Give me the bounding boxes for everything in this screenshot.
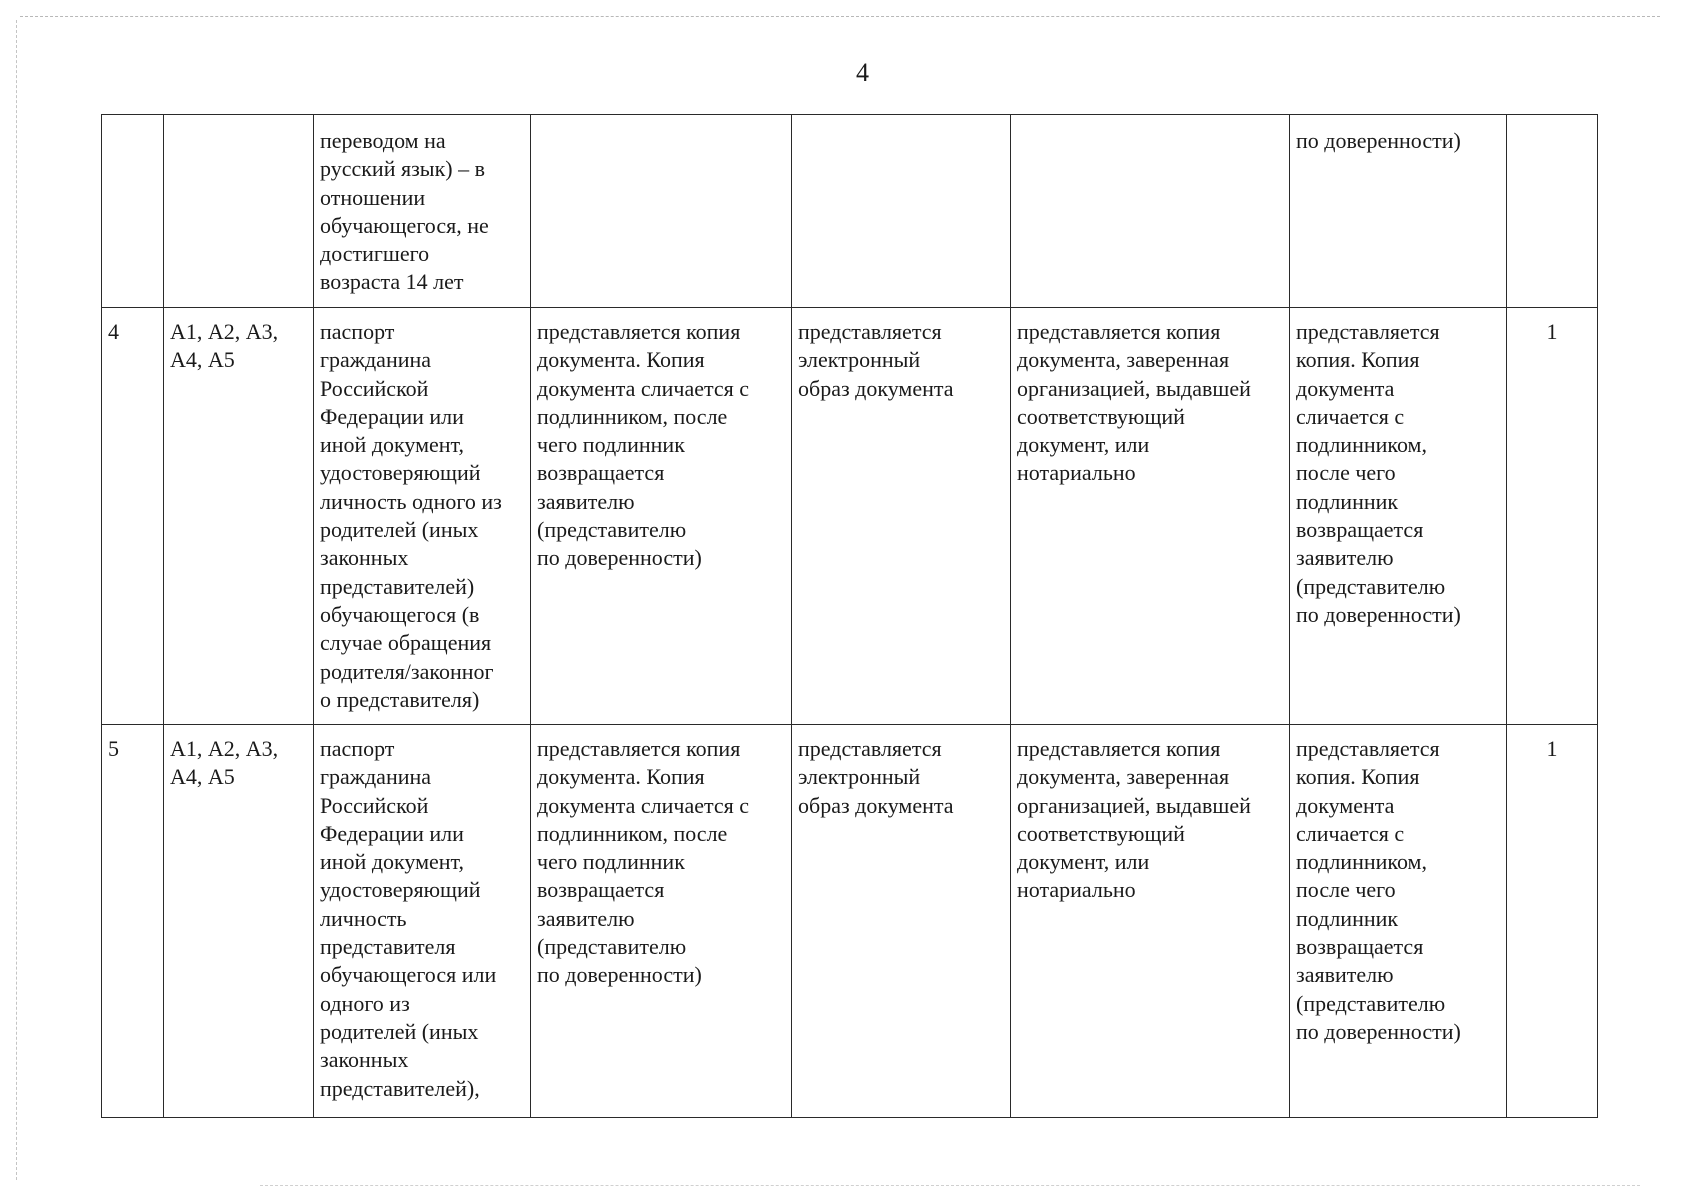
certified-copy-cell: представляется копия документа, заверенная организацией, выдавшей соответствующий документ, или нотариально [1011, 308, 1290, 725]
quantity-cell: 1 [1507, 725, 1598, 1118]
electronic-submission-cell: представляется электронный образ документа [792, 725, 1011, 1118]
document-name-cell: переводом на русский язык) – в отношении обучающегося, не достигшего возраста 14 лет [314, 115, 531, 308]
copy-submission-cell: представляется копия. Копия документа сличается с подлинником, после чего подлинник возвращается заявителю (представителю по доверенности) [1290, 725, 1507, 1118]
table-row [102, 725, 1598, 1118]
electronic-submission-cell [792, 115, 1011, 308]
scan-edge-left [16, 20, 17, 1180]
row-number-cell [102, 115, 164, 308]
copy-submission-cell: представляется копия. Копия документа сличается с подлинником, после чего подлинник возвращается заявителю (представителю по доверенности) [1290, 308, 1507, 725]
electronic-submission-cell: представляется электронный образ документа [792, 308, 1011, 725]
quantity-cell [1507, 115, 1598, 308]
table-row [102, 308, 1598, 725]
category-codes-cell: А1, А2, А3, А4, А5 [164, 725, 314, 1118]
table-row [102, 115, 1598, 308]
certified-copy-cell [1011, 115, 1290, 308]
page-number: 4 [856, 58, 869, 87]
document-name-cell: паспорт гражданина Российской Федерации или иной документ, удостоверяющий личность представителя обучающегося или одного из родителей (иных законных представителей), [314, 725, 531, 1118]
in-person-submission-cell: представляется копия документа. Копия документа сличается с подлинником, после чего подлинник возвращается заявителю (представителю по доверенности) [531, 725, 792, 1118]
in-person-submission-cell [531, 115, 792, 308]
scan-edge-top [20, 16, 1660, 17]
quantity-cell: 1 [1507, 308, 1598, 725]
certified-copy-cell: представляется копия документа, заверенная организацией, выдавшей соответствующий документ, или нотариально [1011, 725, 1290, 1118]
document-name-cell: паспорт гражданина Российской Федерации или иной документ, удостоверяющий личность одного из родителей (иных законных представителей) обучающегося (в случае обращения родителя/законног о представителя) [314, 308, 531, 725]
category-codes-cell: А1, А2, А3, А4, А5 [164, 308, 314, 725]
documents-table [101, 114, 1598, 1118]
row-number-cell: 5 [102, 725, 164, 1118]
copy-submission-cell: по доверенности) [1290, 115, 1507, 308]
scan-edge-bottom [260, 1185, 1640, 1186]
category-codes-cell [164, 115, 314, 308]
row-number-cell: 4 [102, 308, 164, 725]
in-person-submission-cell: представляется копия документа. Копия документа сличается с подлинником, после чего подлинник возвращается заявителю (представителю по доверенности) [531, 308, 792, 725]
